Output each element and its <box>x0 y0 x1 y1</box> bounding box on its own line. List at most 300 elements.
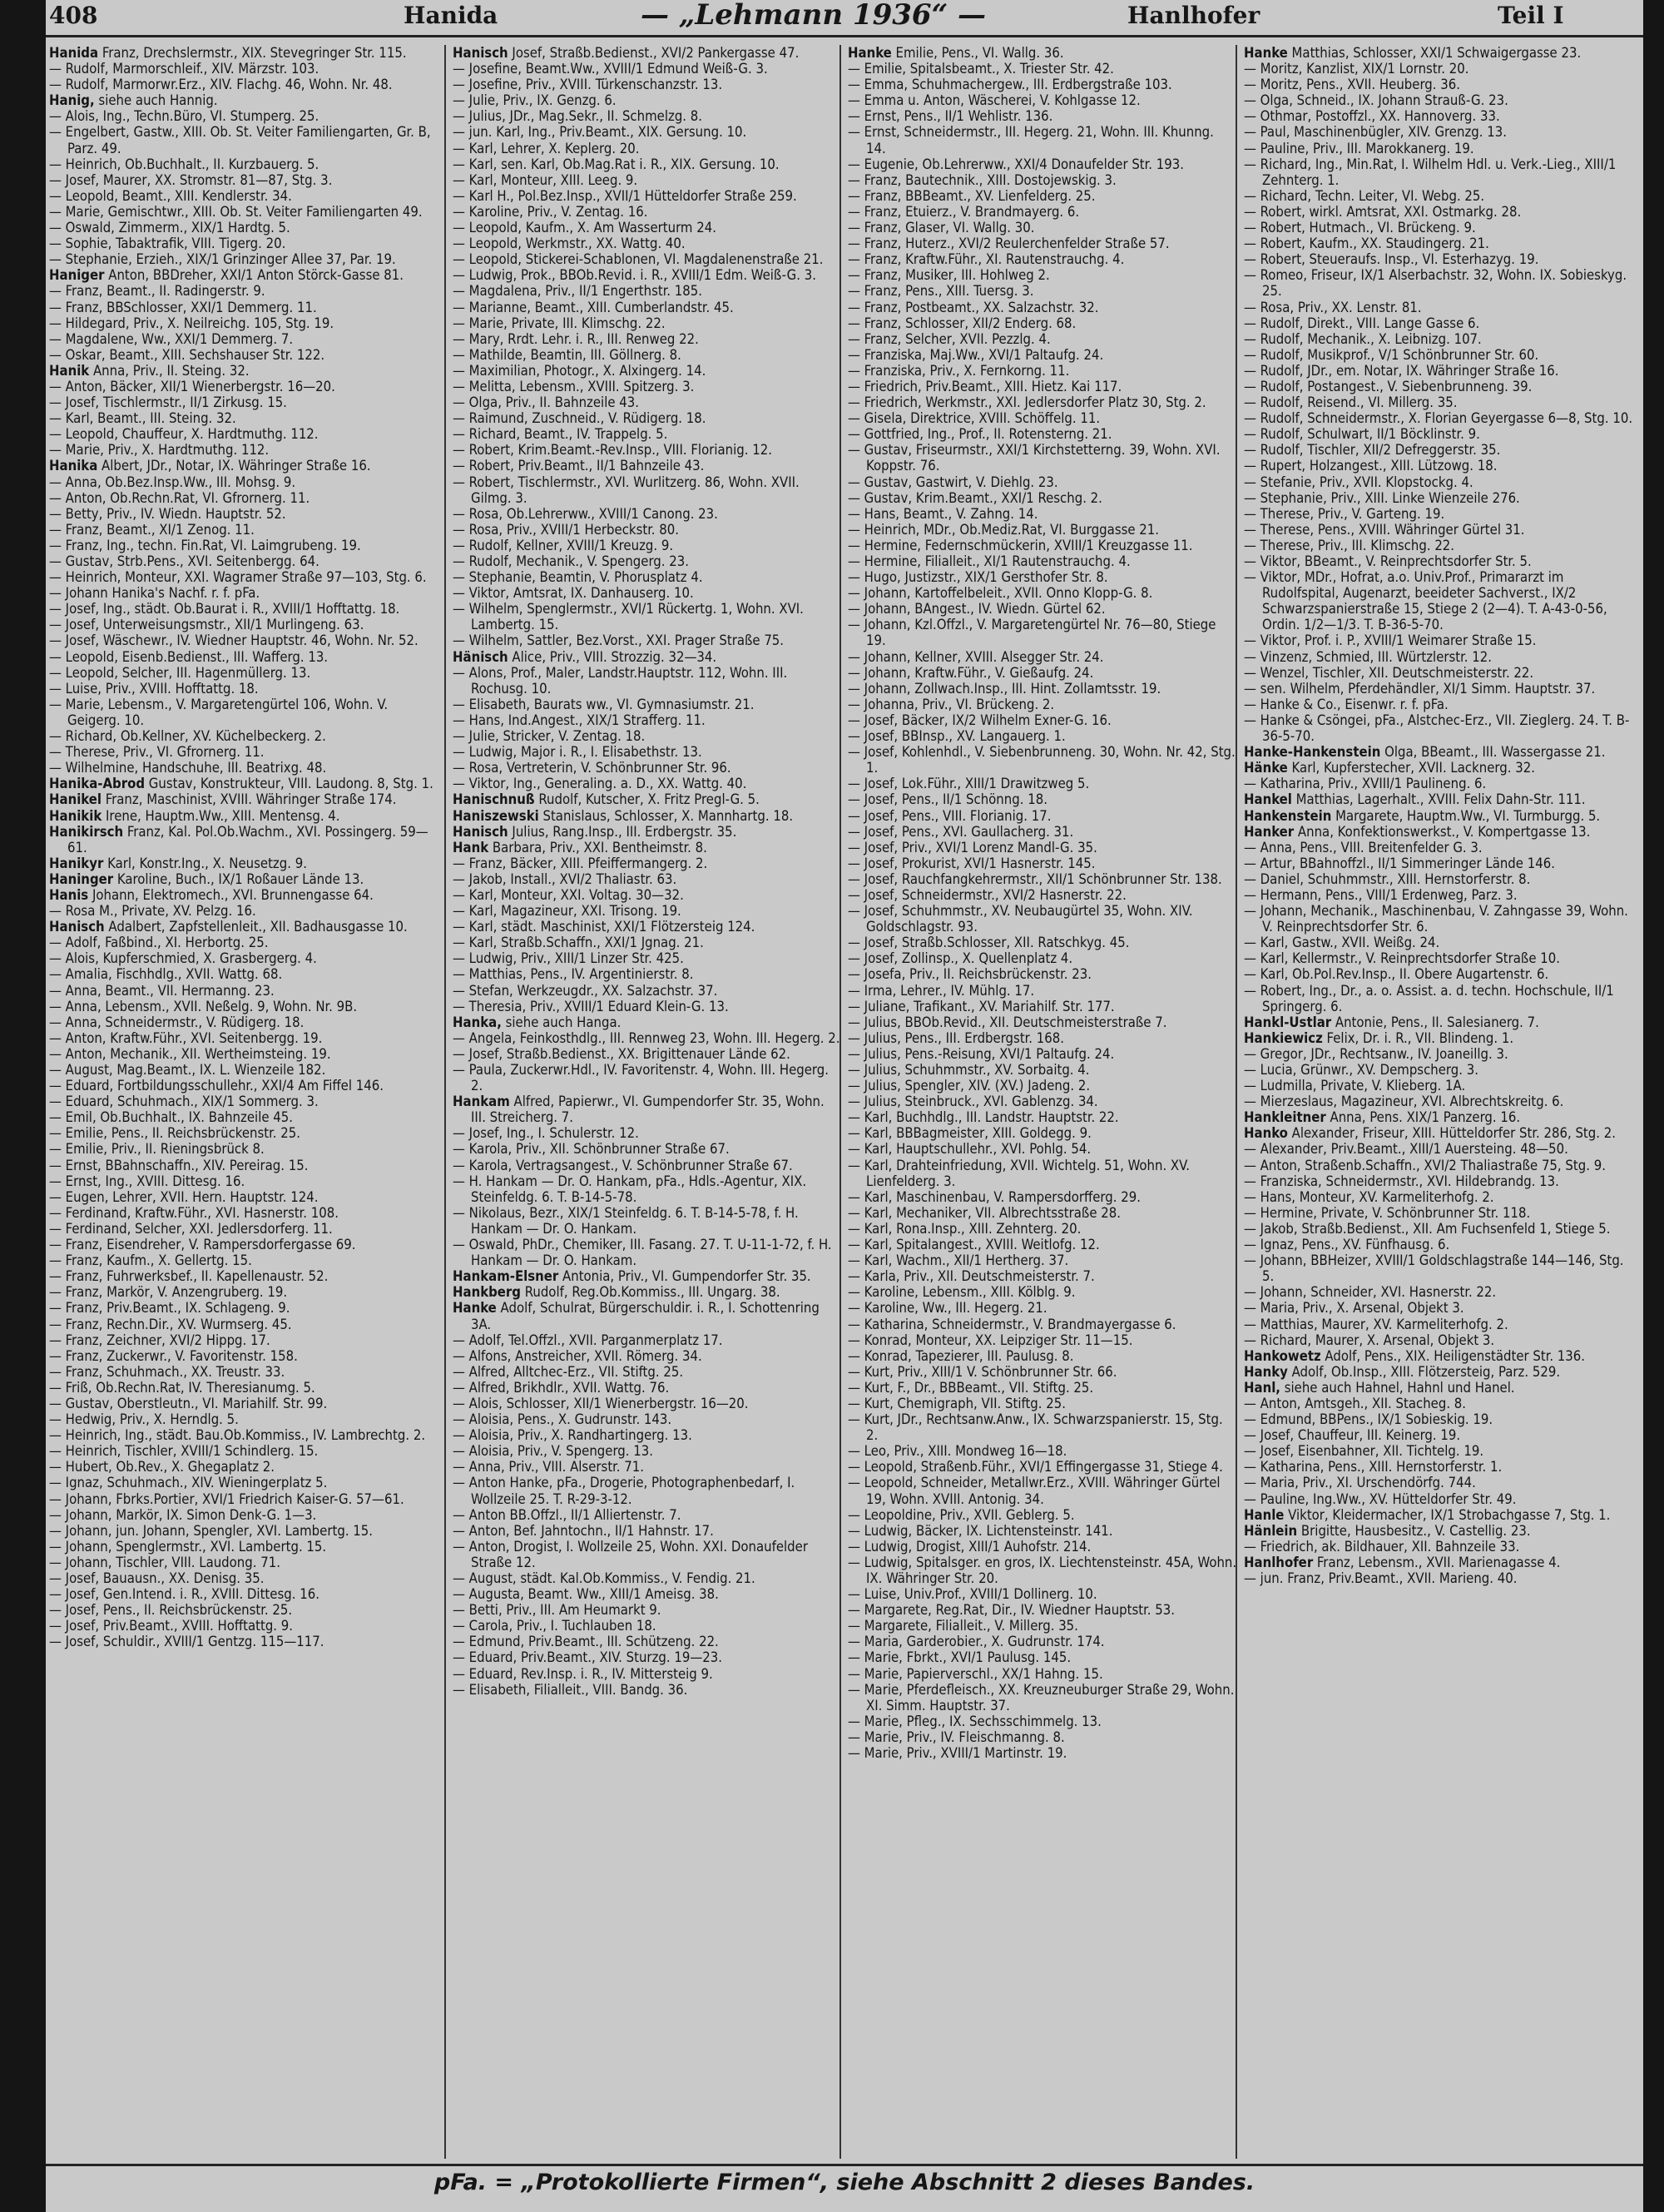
directory-entry: — Alfred, Alltchec-Erz., VII. Stiftg. 25. <box>453 1363 684 1380</box>
directory-entry: Hänke Karl, Kupferstecher, XVII. Lacknerg. 32. <box>1244 760 1535 776</box>
directory-entry: — August, städt. Kal.Ob.Kommiss., V. Fendig. 21. <box>453 1570 755 1586</box>
directory-entry: — Robert, Ing., Dr., a. o. Assist. a. d. techn. Hochschule, II/1 Springerg. 6. <box>1244 982 1614 1014</box>
directory-entry: Hanik Anna, Priv., II. Steing. 32. <box>49 362 250 379</box>
directory-entry: — Marie, Gemischtwr., XIII. Ob. St. Veiter Familiengarten 49. <box>49 203 423 220</box>
directory-entry: — Johann, BAngest., IV. Wiedn. Gürtel 62. <box>848 601 1106 617</box>
directory-entry: — sen. Wilhelm, Pferdehändler, XI/1 Simm. Hauptstr. 37. <box>1244 680 1596 697</box>
directory-entry: — Gustav, Gastwirt, V. Diehlg. 23. <box>848 474 1058 490</box>
directory-entry: — Aloisia, Pens., X. Gudrunstr. 143. <box>453 1411 672 1428</box>
directory-entry: — Hans, Ind.Angest., XIX/1 Strafferg. 11. <box>453 712 706 728</box>
directory-entry: — Gustav, Krim.Beamt., XXI/1 Reschg. 2. <box>848 489 1102 506</box>
directory-entry: — Johann, BBHeizer, XVIII/1 Goldschlagstraße 144—146, Stg. 5. <box>1244 1252 1624 1285</box>
directory-entry: — Julius, JDr., Mag.Sekr., II. Schmelzg. 8. <box>453 108 703 125</box>
directory-entry: — Leopold, Straßenb.Führ., XVI/1 Effingergasse 31, Stiege 4. <box>848 1459 1223 1475</box>
directory-entry: — Luise, Priv., XVIII. Hofftattg. 18. <box>49 680 259 697</box>
directory-entry: — Karl, Drahteinfriedung, XVII. Wichtelg. 51, Wohn. XV. Lienfelderg. 3. <box>848 1157 1190 1189</box>
directory-entry: — Marie, Pfleg., IX. Sechsschimmelg. 13. <box>848 1713 1102 1729</box>
directory-entry: — Franz, Markör, V. Anzengruberg. 19. <box>49 1284 288 1301</box>
directory-entry: — Johann, Kzl.Offzl., V. Margaretengürtel Nr. 76—80, Stiege 19. <box>848 617 1216 649</box>
directory-entry: — Emilie, Spitalsbeamt., X. Triester Str. 42. <box>848 61 1114 77</box>
directory-entry: — Emilie, Priv., II. Rieningsbrück 8. <box>49 1141 265 1158</box>
directory-entry: — Karl, Monteur, XIII. Leeg. 9. <box>453 171 638 188</box>
directory-entry: — Johanna, Priv., VI. Brückeng. 2. <box>848 696 1055 712</box>
directory-entry: Hanka, siehe auch Hanga. <box>453 1014 622 1030</box>
directory-entry: — Josef, Gen.Intend. i. R., XVIII. Dittesg. 16. <box>49 1586 319 1603</box>
directory-entry: Hanisch Adalbert, Zapfstellenleit., XII. Badhausgasse 10. <box>49 919 408 935</box>
directory-entry: — Josef, Pens., II/1 Schönng. 18. <box>848 791 1047 808</box>
directory-entry: — Juliane, Trafikant., XV. Mariahilf. Str. 177. <box>848 998 1115 1014</box>
directory-entry: — Magdalene, Ww., XXI/1 Demmerg. 7. <box>49 330 294 347</box>
directory-entry: — Therese, Priv., III. Klimschg. 22. <box>1244 537 1455 553</box>
directory-entry: — Gustav, Friseurmstr., XXI/1 Kirchstetterng. 39, Wohn. XVI. Koppstr. 76. <box>848 442 1221 474</box>
directory-entry: — Rudolf, Kellner, XVIII/1 Kreuzg. 9. <box>453 537 674 553</box>
directory-entry: — Pauline, Ing.Ww., XV. Hütteldorfer Str. 49. <box>1244 1490 1517 1507</box>
directory-entry: — Anton, Ob.Rechn.Rat, VI. Gfrornerg. 11. <box>49 489 310 506</box>
directory-entry: Hanika-Abrod Gustav, Konstrukteur, VIII. Laudong. 8, Stg. 1. <box>49 776 433 792</box>
directory-entry: — Betty, Priv., IV. Wiedn. Hauptstr. 52. <box>49 505 286 522</box>
directory-entry: — Franz, Selcher, XVII. Pezzlg. 4. <box>848 330 1051 347</box>
directory-entry: — Eugenie, Ob.Lehrerww., XXI/4 Donaufelder Str. 193. <box>848 156 1184 172</box>
directory-entry: — Anton, Bef. Jahntochn., II/1 Hahnstr. 17. <box>453 1522 714 1539</box>
directory-entry: Hanig, siehe auch Hannig. <box>49 92 218 109</box>
directory-entry: — Alfons, Anstreicher, XVII. Römerg. 34. <box>453 1347 702 1364</box>
directory-entry: — Josef, Bauausn., XX. Denisg. 35. <box>49 1570 265 1586</box>
directory-entry: — Karl, BBBagmeister, XIII. Goldegg. 9. <box>848 1125 1092 1142</box>
directory-entry: — Karoline, Priv., V. Zentag. 16. <box>453 203 648 220</box>
directory-entry: Hankenstein Margarete, Hauptm.Ww., VI. Turmburgg. 5. <box>1244 807 1601 824</box>
directory-entry: — Josef, Tischlermstr., II/1 Zirkusg. 15. <box>49 394 287 411</box>
directory-entry: — Stefan, Werkzeugdr., XX. Salzachstr. 37. <box>453 982 718 999</box>
directory-entry: — Wilhelmine, Handschuhe, III. Beatrixg. 48. <box>49 760 327 776</box>
directory-entry: — Ernst, BBahnschaffn., XIV. Pereirag. 15. <box>49 1157 309 1173</box>
directory-entry: — Josef, Zollinsp., X. Quellenplatz 4. <box>848 950 1073 967</box>
directory-entry: — Lucia, Grünwr., XV. Dempscherg. 3. <box>1244 1062 1478 1078</box>
directory-entry: — Marianne, Beamt., XIII. Cumberlandstr. 45. <box>453 299 734 315</box>
directory-entry: Hankowetz Adolf, Pens., XIX. Heiligenstädter Str. 136. <box>1244 1347 1586 1364</box>
directory-entry: — Marie, Priv., XVIII/1 Martinstr. 19. <box>848 1745 1067 1762</box>
directory-entry: — Betti, Priv., III. Am Heumarkt 9. <box>453 1602 661 1619</box>
directory-entry: — Marie, Fbrkt., XVI/1 Paulusg. 145. <box>848 1649 1072 1666</box>
directory-entry: — Franziska, Priv., X. Fernkorng. 11. <box>848 362 1070 379</box>
directory-entry: — Johann, Zollwach.Insp., III. Hint. Zollamtsstr. 19. <box>848 680 1161 697</box>
directory-entry: Hanika Albert, JDr., Notar, IX. Währinger Straße 16. <box>49 458 371 474</box>
directory-entry: — Therese, Pens., XVIII. Währinger Gürtel 31. <box>1244 521 1525 538</box>
directory-entry: — Robert, Hutmach., VI. Brückeng. 9. <box>1244 220 1476 236</box>
directory-entry: — Hubert, Ob.Rev., X. Ghegaplatz 2. <box>49 1459 275 1475</box>
directory-entry: Haniger Anton, BBDreher, XXI/1 Anton Störck-Gasse 81. <box>49 267 404 284</box>
directory-entry: — Ernst, Pens., II/1 Wehlistr. 136. <box>848 108 1053 125</box>
directory-entry: — Robert, Krim.Beamt.-Rev.Insp., VIII. Florianig. 12. <box>453 442 772 459</box>
column-2 <box>444 45 842 2159</box>
directory-entry: — Anton, Kraftw.Führ., XVI. Seitenbergg. 19. <box>49 1029 323 1046</box>
directory-entry: — Stephanie, Beamtin, V. Phorusplatz 4. <box>453 569 703 586</box>
directory-entry: — Leopold, Eisenb.Bedienst., III. Wafferg. 13. <box>49 648 329 665</box>
directory-entry: Hanke Adolf, Schulrat, Bürgerschuldir. i. R., I. Schottenring 3A. <box>453 1300 820 1332</box>
directory-entry: — Richard, Maurer, X. Arsenal, Objekt 3. <box>1244 1332 1495 1348</box>
directory-entry: — Richard, Techn. Leiter, VI. Webg. 25. <box>1244 187 1485 204</box>
directory-entry: — Katharina, Pens., XIII. Hernstorferstr. 1. <box>1244 1459 1503 1475</box>
directory-entry: — Kurt, Chemigraph, VII. Stiftg. 25. <box>848 1395 1066 1411</box>
directory-entry: — Josef, Lok.Führ., XIII/1 Drawitzweg 5. <box>848 776 1090 792</box>
directory-entry: — Artur, BBahnoffzl., II/1 Simmeringer Lände 146. <box>1244 855 1555 871</box>
directory-entry: Hanis Johann, Elektromech., XVI. Brunnengasse 64. <box>49 886 374 903</box>
directory-entry: — Angela, Feinkosthdlg., III. Rennweg 23, Wohn. III. Hegerg. 2. <box>453 1029 840 1046</box>
directory-entry: — Franz, Glaser, VI. Wallg. 30. <box>848 220 1035 236</box>
directory-entry: — Karl, Gastw., XVII. Weißg. 24. <box>1244 935 1440 951</box>
directory-entry: Hanisch Josef, Straßb.Bedienst., XVI/2 Pankergasse 47. <box>453 45 800 61</box>
directory-entry: — Julie, Stricker, V. Zentag. 18. <box>453 728 646 745</box>
directory-entry: — Josef, Schuldir., XVIII/1 Gentzg. 115—117. <box>49 1634 324 1650</box>
directory-entry: — Paula, Zuckerwr.Hdl., IV. Favoritenstr. 4, Wohn. III. Hegerg. 2. <box>453 1062 829 1094</box>
directory-entry: — Rudolf, Mechanik., X. Leibnizg. 107. <box>1244 330 1482 347</box>
directory-entry: — Karl, Beamt., III. Steing. 32. <box>49 410 236 427</box>
directory-entry: — Anton, Amtsgeh., XII. Stacheg. 8. <box>1244 1395 1467 1411</box>
directory-entry: — Josef, Prokurist, XVI/1 Hasnerstr. 145. <box>848 855 1096 871</box>
directory-entry: — Josef, Rauchfangkehrermstr., XII/1 Schönbrunner Str. 138. <box>848 870 1222 887</box>
directory-entry: — Ludwig, Major i. R., I. Elisabethstr. 13. <box>453 744 702 761</box>
page-number: 408 <box>49 2 98 29</box>
directory-entry: — Marie, Papierverschl., XX/1 Hahng. 15. <box>848 1665 1103 1682</box>
directory-entry: — Karla, Priv., XII. Deutschmeisterstr. 7. <box>848 1268 1095 1285</box>
directory-entry: Hankberg Rudolf, Reg.Ob.Kommiss., III. Ungarg. 38. <box>453 1284 780 1301</box>
directory-entry: — Anton, Bäcker, XII/1 Wienerbergstr. 16—20. <box>49 378 335 394</box>
directory-entry: — Johann, Markör, IX. Simon Denk-G. 1—3. <box>49 1506 317 1523</box>
directory-entry: — Rosa, Vertreterin, V. Schönbrunner Str. 96. <box>453 760 731 776</box>
directory-entry: — Rudolf, Schneidermstr., X. Florian Geyergasse 6—8, Stg. 10. <box>1244 410 1633 427</box>
directory-entry: — Ludwig, Spitalsger. en gros, IX. Liechtensteinstr. 45A, Wohn. IX. Währinger Str. 20. <box>848 1554 1237 1586</box>
directory-entry: — Julius, Pens.-Reisung, XVI/1 Paltaufg. 24. <box>848 1045 1115 1062</box>
directory-entry: — Franz, Rechn.Dir., XV. Wurmserg. 45. <box>49 1316 292 1332</box>
directory-entry: — Emma, Schuhmachergew., III. Erdbergstraße 103. <box>848 77 1172 93</box>
directory-entry: — Stephanie, Erzieh., XIX/1 Grinzinger Allee 37, Par. 19. <box>49 251 396 268</box>
directory-entry: — Johann, Tischler, VIII. Laudong. 71. <box>49 1554 280 1570</box>
directory-entry: — Franz, Priv.Beamt., IX. Schlageng. 9. <box>49 1300 290 1317</box>
directory-entry: — Friedrich, Werkmstr., XXI. Jedlersdorfer Platz 30, Stg. 2. <box>848 394 1206 411</box>
directory-entry: — Franz, Beamt., XI/1 Zenog. 11. <box>49 521 255 538</box>
directory-entry: Hanikik Irene, Hauptm.Ww., XIII. Mentensg. 4. <box>49 807 340 824</box>
directory-entry: — Josef, Straßb.Bedienst., XX. Brigittenauer Lände 62. <box>453 1045 790 1062</box>
directory-entry: — Karl, Spitalangest., XVIII. Weitlofg. 12. <box>848 1237 1100 1253</box>
directory-entry: — Karoline, Ww., III. Hegerg. 21. <box>848 1300 1047 1317</box>
directory-entry: — Anna, Pens., VIII. Breitenfelder G. 3. <box>1244 839 1483 856</box>
directory-entry: — Oswald, PhDr., Chemiker, III. Fasang. 27. T. U-11-1-72, f. H. Hankam — Dr. O. Hankam. <box>453 1237 832 1269</box>
directory-entry: — Mary, Rrdt. Lehr. i. R., III. Renweg 22. <box>453 330 699 347</box>
directory-entry: — Karl H., Pol.Bez.Insp., XVII/1 Hütteldorfer Straße 259. <box>453 187 797 204</box>
directory-entry: — Pauline, Priv., III. Marokkanerg. 19. <box>1244 140 1474 156</box>
directory-entry: — Edmund, BBPens., IX/1 Sobieskig. 19. <box>1244 1411 1493 1428</box>
directory-entry: — Romeo, Friseur, IX/1 Alserbachstr. 32, Wohn. IX. Sobieskyg. 25. <box>1244 267 1627 300</box>
directory-entry: — Heinrich, Ing., städt. Bau.Ob.Kommiss., IV. Lambrechtg. 2. <box>49 1427 426 1444</box>
directory-entry: — August, Mag.Beamt., IX. L. Wienzeile 182. <box>49 1062 326 1078</box>
directory-entry: — Karl, Magazineur, XXI. Trisong. 19. <box>453 903 681 920</box>
directory-entry: — Wenzel, Tischler, XII. Deutschmeisterstr. 22. <box>1244 664 1534 681</box>
directory-entry: — Franz, Etuierz., V. Brandmayerg. 6. <box>848 203 1080 220</box>
directory-entry: — Marie, Lebensm., V. Margaretengürtel 106, Wohn. V. Geigerg. 10. <box>49 696 389 728</box>
directory-entry: — Josef, Kohlenhdl., V. Siebenbrunneng. 30, Wohn. Nr. 42, Stg. 1. <box>848 744 1236 776</box>
directory-entry: — Adolf, Faßbind., XI. Herbortg. 25. <box>49 935 269 951</box>
directory-entry: — Leo, Priv., XIII. Mondweg 16—18. <box>848 1443 1067 1460</box>
directory-entry: — Josef, Pens., XVI. Gaullacherg. 31. <box>848 823 1074 840</box>
directory-entry: — Ferdinand, Selcher, XXI. Jedlersdorferg. 11. <box>49 1220 333 1237</box>
directory-entry: — Anton, Drogist, I. Wollzeile 25, Wohn. XXI. Donaufelder Straße 12. <box>453 1538 808 1570</box>
directory-entry: — Johann, Kellner, XVIII. Alsegger Str. 24. <box>848 648 1104 665</box>
directory-entry: — Leopold, Chauffeur, X. Hardtmuthg. 112. <box>49 426 319 443</box>
page-title: — „Lehmann 1936“ — <box>641 0 986 32</box>
directory-entry: — Johann, Mechanik., Maschinenbau, V. Zahngasse 39, Wohn. V. Reinprechtsdorfer Str. 6. <box>1244 903 1628 935</box>
directory-entry: — Anna, Beamt., VII. Hermanng. 23. <box>49 982 275 999</box>
directory-entry: — Richard, Ing., Min.Rat, I. Wilhelm Hdl. u. Verk.-Lieg., XIII/1 Zehnterg. 1. <box>1244 156 1617 188</box>
directory-entry: — Franz, Schlosser, XII/2 Enderg. 68. <box>848 315 1077 331</box>
directory-entry: — Karl, Wachm., XII/1 Hertherg. 37. <box>848 1252 1069 1269</box>
page-header <box>46 0 1643 37</box>
directory-entry: — Richard, Beamt., IV. Trappelg. 5. <box>453 426 668 443</box>
directory-entry: — Leopoldine, Priv., XVII. Geblerg. 5. <box>848 1506 1075 1523</box>
directory-entry: — Eugen, Lehrer, XVII. Hern. Hauptstr. 124. <box>49 1188 319 1205</box>
directory-entry: — Raimund, Zuschneid., V. Rüdigerg. 18. <box>453 410 706 427</box>
directory-entry: — Franz, Eisendreher, V. Rampersdorfergasse 69. <box>49 1237 356 1253</box>
directory-entry: — Rudolf, Tischler, XII/2 Defreggerstr. 35. <box>1244 442 1501 459</box>
directory-entry: — Robert, Priv.Beamt., II/1 Bahnzeile 43. <box>453 458 705 474</box>
right-keyword: Hanlhofer <box>1127 2 1260 29</box>
directory-entry: — Franziska, Maj.Ww., XVI/1 Paltaufg. 24. <box>848 346 1104 363</box>
directory-entry: — Hermine, Federnschmückerin, XVIII/1 Kreuzgasse 11. <box>848 537 1193 553</box>
directory-entry: — Rudolf, Mechanik., V. Spengerg. 23. <box>453 553 689 569</box>
directory-entry: — Stephanie, Priv., XIII. Linke Wienzeile 276. <box>1244 489 1520 506</box>
directory-entry: — Anna, Priv., VIII. Alserstr. 71. <box>453 1459 644 1475</box>
left-keyword: Hanida <box>404 2 498 29</box>
directory-entry: — Hermine, Filialleit., XI/1 Rautenstrauchg. 4. <box>848 553 1131 569</box>
directory-entry: — Franz, Zeichner, XVI/2 Hippg. 17. <box>49 1332 270 1348</box>
directory-entry: — Oskar, Beamt., XIII. Sechshauser Str. 122. <box>49 346 325 363</box>
directory-entry: — jun. Franz, Priv.Beamt., XVII. Marieng. 40. <box>1244 1570 1518 1586</box>
directory-entry: — Eduard, Rev.Insp. i. R., IV. Mittersteig 9. <box>453 1665 713 1682</box>
directory-entry: — Julius, Steinbruck., XVI. Gablenzg. 34. <box>848 1094 1098 1110</box>
directory-entry: — Jakob, Straßb.Bedienst., XII. Am Fuchsenfeld 1, Stiege 5. <box>1244 1220 1611 1237</box>
directory-entry: — Nikolaus, Bezr., XIX/1 Steinfeldg. 6. T. B-14-5-78, f. H. Hankam — Dr. O. Hankam. <box>453 1204 799 1237</box>
directory-entry: — Ernst, Schneidermstr., III. Hegerg. 21, Wohn. III. Khunng. 14. <box>848 124 1214 156</box>
directory-entry: — Franz, Beamt., II. Radingerstr. 9. <box>49 283 265 300</box>
directory-entry: — Matthias, Maurer, XV. Karmeliterhofg. 2. <box>1244 1316 1508 1332</box>
directory-entry: — Sophie, Tabaktrafik, VIII. Tigerg. 20. <box>49 236 286 252</box>
directory-entry: — Marie, Private, III. Klimschg. 22. <box>453 315 666 331</box>
directory-entry: — Franz, Fuhrwerksbef., II. Kapellenaustr. 52. <box>49 1268 329 1285</box>
directory-entry: — Gustav, Oberstleutn., VI. Mariahilf. Str. 99. <box>49 1395 328 1411</box>
directory-entry: — Leopold, Kaufm., X. Am Wasserturm 24. <box>453 220 716 236</box>
directory-entry: — Ludwig, Prok., BBOb.Revid. i. R., XVIII/1 Edm. Weiß-G. 3. <box>453 267 816 284</box>
directory-entry: — Karoline, Lebensm., XIII. Kölblg. 9. <box>848 1284 1076 1301</box>
directory-entry: — Richard, Ob.Kellner, XV. Küchelbeckerg. 2. <box>49 728 326 745</box>
directory-entry: — Franz, Schuhmach., XX. Treustr. 33. <box>49 1363 285 1380</box>
directory-entry: Hanl, siehe auch Hahnel, Hahnl und Hanel. <box>1244 1379 1515 1396</box>
directory-entry: — Engelbert, Gastw., XIII. Ob. St. Veiter Familiengarten, Gr. B, Parz. 49. <box>49 124 431 156</box>
directory-entry: — Maximilian, Photogr., X. Alxingerg. 14. <box>453 362 706 379</box>
directory-entry: — Gisela, Direktrice, XVIII. Schöffelg. 11. <box>848 410 1101 427</box>
directory-entry: — Karl, Mechaniker, VII. Albrechtsstraße 28. <box>848 1204 1121 1221</box>
directory-entry: Hanlhofer Franz, Lebensm., XVII. Marienagasse 4. <box>1244 1554 1561 1570</box>
directory-entry: — Johann, Schneider, XVI. Hasnerstr. 22. <box>1244 1284 1497 1301</box>
directory-entry: — Karl, Buchhdlg., III. Landstr. Hauptstr. 22. <box>848 1109 1119 1126</box>
directory-entry: — Rudolf, Musikprof., V/1 Schönbrunner Str. 60. <box>1244 346 1539 363</box>
directory-entry: — Josef, Bäcker, IX/2 Wilhelm Exner-G. 16. <box>848 712 1112 728</box>
directory-entry: — Emilie, Pens., II. Reichsbrückenstr. 25. <box>49 1125 300 1142</box>
directory-entry: — Julius, Pens., III. Erdbergstr. 168. <box>848 1029 1064 1046</box>
directory-entry: — Marie, Priv., IV. Fleischmanng. 8. <box>848 1728 1065 1745</box>
directory-entry: — Rudolf, Reisend., VI. Millerg. 35. <box>1244 394 1458 411</box>
directory-entry: — Alons, Prof., Maler, Landstr.Hauptstr. 112, Wohn. III. Rochusg. 10. <box>453 664 788 697</box>
directory-entry: — Theresia, Priv., XVIII/1 Eduard Klein-G. 13. <box>453 998 729 1014</box>
directory-entry: — Josef, Schneidermstr., XVI/2 Hasnerstr. 22. <box>848 886 1127 903</box>
directory-entry: — Robert, wirkl. Amtsrat, XXI. Ostmarkg. 28. <box>1244 203 1522 220</box>
directory-entry: Hankl-Ustlar Antonie, Pens., II. Salesianerg. 7. <box>1244 1014 1539 1030</box>
directory-entry: — Olga, Schneid., IX. Johann Strauß-G. 23. <box>1244 92 1508 109</box>
directory-entry: — Leopold, Schneider, Metallwr.Erz., XVIII. Währinger Gürtel 19, Wohn. XVIII. Antonig. 34. <box>848 1475 1221 1507</box>
directory-entry: — Katharina, Priv., XVIII/1 Paulineng. 6. <box>1244 776 1487 792</box>
directory-entry: — Josef, Priv., XVI/1 Lorenz Mandl-G. 35. <box>848 839 1097 856</box>
directory-entry: — Franz, Musiker, III. Hohlweg 2. <box>848 267 1050 284</box>
directory-entry: — Friedrich, ak. Bildhauer, XII. Bahnzeile 33. <box>1244 1538 1520 1555</box>
directory-entry: — Leopold, Selcher, III. Hagenmüllerg. 13. <box>49 664 311 681</box>
directory-entry: Hank Barbara, Priv., XXI. Bentheimstr. 8. <box>453 839 707 856</box>
directory-entry: — Karola, Vertragsangest., V. Schönbrunner Straße 67. <box>453 1157 793 1173</box>
directory-entry: — Johann, Spenglermstr., XVI. Lambertg. 15. <box>49 1538 327 1555</box>
directory-entry: — Hugo, Justizstr., XIX/1 Gersthofer Str. 8. <box>848 569 1108 586</box>
directory-entry: — Eduard, Schuhmach., XIX/1 Sommerg. 3. <box>49 1094 319 1110</box>
directory-entry: — Franz, Kaufm., X. Gellertg. 15. <box>49 1252 252 1269</box>
directory-entry: — Luise, Univ.Prof., XVIII/1 Dollinerg. 10. <box>848 1586 1097 1603</box>
directory-entry: — Franz, Kraftw.Führ., XI. Rautenstrauchg. 4. <box>848 251 1125 268</box>
directory-entry: — Rosa, Priv., XVIII/1 Herbeckstr. 80. <box>453 521 680 538</box>
directory-entry: — H. Hankam — Dr. O. Hankam, pFa., Hdls.-Agentur, XIX. Steinfeldg. 6. T. B-14-5-78. <box>453 1173 807 1205</box>
directory-entry: Hanisch Julius, Rang.Insp., III. Erdbergstr. 35. <box>453 823 737 840</box>
directory-page <box>46 0 1643 2212</box>
directory-entry: — Karl, Straßb.Schaffn., XXI/1 Jgnag. 21. <box>453 935 704 951</box>
directory-entry: — Rudolf, Marmorschleif., XIV. Märzstr. 103. <box>49 61 319 77</box>
directory-entry: Hanikel Franz, Maschinist, XVIII. Währinger Straße 174. <box>49 791 397 808</box>
directory-entry: — Josef, Schuhmmstr., XV. Neubaugürtel 35, Wohn. XIV. Goldschlagstr. 93. <box>848 903 1193 935</box>
directory-entry: — Josef, Pens., II. Reichsbrückenstr. 25. <box>49 1602 293 1619</box>
directory-entry: — Konrad, Monteur, XX. Leipziger Str. 11—15. <box>848 1332 1133 1348</box>
directory-entry: — Mathilde, Beamtin, III. Göllnerg. 8. <box>453 346 681 363</box>
directory-entry: Hankam-Elsner Antonia, Priv., VI. Gumpendorfer Str. 35. <box>453 1268 811 1285</box>
directory-entry: — Leopold, Beamt., XIII. Kendlerstr. 34. <box>49 187 292 204</box>
directory-entry: — Leopold, Werkmstr., XX. Wattg. 40. <box>453 236 686 252</box>
directory-entry: — Alfred, Brikhdlr., XVII. Wattg. 76. <box>453 1379 670 1396</box>
directory-entry: Hanko Alexander, Friseur, XIII. Hütteldorfer Str. 286, Stg. 2. <box>1244 1125 1616 1142</box>
directory-entry: — Johann, Kartoffelbeleit., XVII. Onno Klopp-G. 8. <box>848 585 1153 602</box>
directory-entry: — Karl, sen. Karl, Ob.Mag.Rat i. R., XIX. Gersung. 10. <box>453 156 780 172</box>
directory-entry: — Heinrich, Tischler, XVIII/1 Schindlerg. 15. <box>49 1443 319 1460</box>
directory-entry: — Anton BB.Offzl., II/1 Alliertenstr. 7. <box>453 1506 681 1523</box>
directory-entry: — Elisabeth, Baurats ww., VI. Gymnasiumstr. 21. <box>453 696 755 712</box>
directory-entry: — Melitta, Lebensm., XVIII. Spitzerg. 3. <box>453 378 695 394</box>
directory-entry: — Viktor, Amtsrat, IX. Danhauserg. 10. <box>453 585 694 602</box>
directory-entry: — Franz, Ing., techn. Fin.Rat, VI. Laimgrubeng. 19. <box>49 537 361 553</box>
directory-entry: — Rosa, Priv., XX. Lenstr. 81. <box>1244 299 1422 315</box>
directory-entry: — Ludwig, Bäcker, IX. Lichtensteinstr. 141. <box>848 1522 1113 1539</box>
directory-entry: — Vinzenz, Schmied, III. Würtzlerstr. 12. <box>1244 648 1492 665</box>
footer-note: pFa. = „Protokollierte Firmen“, siehe Abschnitt 2 dieses Bandes. <box>46 2164 1643 2200</box>
directory-entry: — Franz, BBBeamt., XV. Lienfelderg. 25. <box>848 187 1096 204</box>
directory-entry: — Daniel, Schuhmmstr., XIII. Hernstorferstr. 8. <box>1244 870 1531 887</box>
directory-entry: — Anna, Schneidermstr., V. Rüdigerg. 18. <box>49 1014 305 1030</box>
directory-entry: — Margarete, Reg.Rat, Dir., IV. Wiedner Hauptstr. 53. <box>848 1602 1175 1619</box>
directory-entry: — Therese, Priv., V. Garteng. 19. <box>1244 505 1445 522</box>
directory-entry: — Augusta, Beamt. Ww., XIII/1 Ameisg. 38. <box>453 1586 719 1603</box>
directory-entry: — Franz, Pens., XIII. Tuersg. 3. <box>848 283 1034 300</box>
directory-entry: — Karl, städt. Maschinist, XXI/1 Flötzersteig 124. <box>453 919 755 935</box>
directory-entry: — Johann, Kraftw.Führ., V. Gießaufg. 24. <box>848 664 1094 681</box>
directory-entry: — Ernst, Ing., XVIII. Dittesg. 16. <box>49 1173 245 1189</box>
directory-entry: — Viktor, Ing., Generaling. a. D., XX. Wattg. 40. <box>453 776 747 792</box>
directory-entry: — Josef, Eisenbahner, XII. Tichtelg. 19. <box>1244 1443 1484 1460</box>
directory-entry: — Ludmilla, Private, V. Klieberg. 1A. <box>1244 1078 1466 1094</box>
directory-entry: — Josef, Wäschewr., IV. Wiedner Hauptstr. 46, Wohn. Nr. 52. <box>49 632 418 649</box>
directory-entry: — Josef, Ing., I. Schulerstr. 12. <box>453 1125 639 1142</box>
directory-entry: — Emma u. Anton, Wäscherei, V. Kohlgasse 12. <box>848 92 1141 109</box>
directory-entry: Hanle Viktor, Kleidermacher, IX/1 Strobachgasse 7, Stg. 1. <box>1244 1506 1611 1523</box>
directory-entry: — Heinrich, Ob.Buchhalt., II. Kurzbauerg. 5. <box>49 156 319 172</box>
directory-entry: — Hans, Beamt., V. Zahng. 14. <box>848 505 1038 522</box>
directory-entry: — Oswald, Zimmerm., XIX/1 Hardtg. 5. <box>49 220 290 236</box>
directory-entry: — Rudolf, Marmorwr.Erz., XIV. Flachg. 46, Wohn. Nr. 48. <box>49 77 393 93</box>
directory-entry: — Karola, Priv., XII. Schönbrunner Straße 67. <box>453 1141 730 1158</box>
directory-entry: — Josef, Ing., städt. Ob.Baurat i. R., XVIII/1 Hofftattg. 18. <box>49 601 400 617</box>
directory-entry: — Ignaz, Pens., XV. Fünfhausg. 6. <box>1244 1237 1450 1253</box>
directory-entry: — Eduard, Fortbildungsschullehr., XXI/4 Am Fiffel 146. <box>49 1078 384 1094</box>
directory-entry: — Franz, BBSchlosser, XXI/1 Demmerg. 11. <box>49 299 317 315</box>
directory-entry: — Friedrich, Priv.Beamt., XIII. Hietz. Kai 117. <box>848 378 1122 394</box>
directory-entry: — Josef, Priv.Beamt., XVIII. Hofftattg. 9. <box>49 1618 294 1634</box>
directory-entry: — Ferdinand, Kraftw.Führ., XVI. Hasnerstr. 108. <box>49 1204 339 1221</box>
directory-entry: Hankiewicz Felix, Dr. i. R., VII. Blindeng. 1. <box>1244 1029 1514 1046</box>
directory-entry: — Josef, BBInsp., XV. Langauerg. 1. <box>848 728 1066 745</box>
directory-entry: — Kurt, JDr., Rechtsanw.Anw., IX. Schwarzspanierstr. 15, Stg. 2. <box>848 1411 1223 1444</box>
directory-entry: — Leopold, Stickerei-Schablonen, VI. Magdalenenstraße 21. <box>453 251 824 268</box>
column-4 <box>1236 45 1633 2159</box>
directory-entry: — Alois, Kupferschmied, X. Grasbergerg. 4. <box>49 950 317 967</box>
directory-entry: — Maria, Garderobier., X. Gudrunstr. 174. <box>848 1634 1105 1650</box>
directory-entry: — Marie, Priv., X. Hardtmuthg. 112. <box>49 442 270 459</box>
directory-entry: — Hermine, Private, V. Schönbrunner Str. 118. <box>1244 1204 1531 1221</box>
directory-entry: — Rudolf, Direkt., VIII. Lange Gasse 6. <box>1244 315 1480 331</box>
directory-entry: — Heinrich, Monteur, XXI. Wagramer Straße 97—103, Stg. 6. <box>49 569 427 586</box>
column-3 <box>839 45 1237 2159</box>
directory-entry: — Julius, Spengler, XIV. (XV.) Jadeng. 2. <box>848 1078 1091 1094</box>
directory-entry: — Irma, Lehrer., IV. Mühlg. 17. <box>848 982 1035 999</box>
directory-entry: — Therese, Priv., VI. Gfrornerg. 11. <box>49 744 265 761</box>
directory-entry: — Rosa M., Private, XV. Pelzg. 16. <box>49 903 256 920</box>
directory-entry: — Jakob, Install., XVI/2 Thaliastr. 63. <box>453 870 677 887</box>
directory-entry: — Elisabeth, Filialleit., VIII. Bandg. 36. <box>453 1681 688 1698</box>
directory-entry: — Moritz, Pens., XVII. Heuberg. 36. <box>1244 77 1460 93</box>
directory-entry: — Viktor, BBeamt., V. Reinprechtsdorfer Str. 5. <box>1244 553 1532 569</box>
directory-entry: Hanida Franz, Drechslermstr., XIX. Stevegringer Str. 115. <box>49 45 407 61</box>
directory-entry: Haniszewski Stanislaus, Schlosser, X. Mannhartg. 18. <box>453 807 794 824</box>
directory-entry: — Karl, Ob.Pol.Rev.Insp., II. Obere Augartenstr. 6. <box>1244 966 1549 983</box>
directory-entry: — Rudolf, Schulwart, II/1 Böcklinstr. 9. <box>1244 426 1480 443</box>
directory-entry: Hankleitner Anna, Pens. XIX/1 Panzerg. 16. <box>1244 1109 1521 1126</box>
directory-entry: — Josef, Pens., VIII. Florianig. 17. <box>848 807 1052 824</box>
directory-entry: — Julie, Priv., IX. Genzg. 6. <box>453 92 617 109</box>
directory-entry: — Hanke & Csöngei, pFa., Alstchec-Erz., VII. Zieglerg. 24. T. B-36-5-70. <box>1244 712 1630 745</box>
directory-entry: — Emil, Ob.Buchhalt., IX. Bahnzeile 45. <box>49 1109 293 1126</box>
directory-entry: — Ludwig, Priv., XIII/1 Linzer Str. 425. <box>453 950 684 967</box>
directory-entry: Hanke-Hankenstein Olga, BBeamt., III. Wassergasse 21. <box>1244 744 1606 761</box>
directory-entry: — Edmund, Priv.Beamt., III. Schützeng. 22. <box>453 1634 719 1650</box>
directory-entry: — Johann, Fbrks.Portier, XVI/1 Friedrich Kaiser-G. 57—61. <box>49 1490 404 1507</box>
directory-entry: — Johann Hanika's Nachf. r. f. pFa. <box>49 585 260 602</box>
directory-entry: — Mierzeslaus, Magazineur, XVI. Albrechtskreitg. 6. <box>1244 1094 1564 1110</box>
